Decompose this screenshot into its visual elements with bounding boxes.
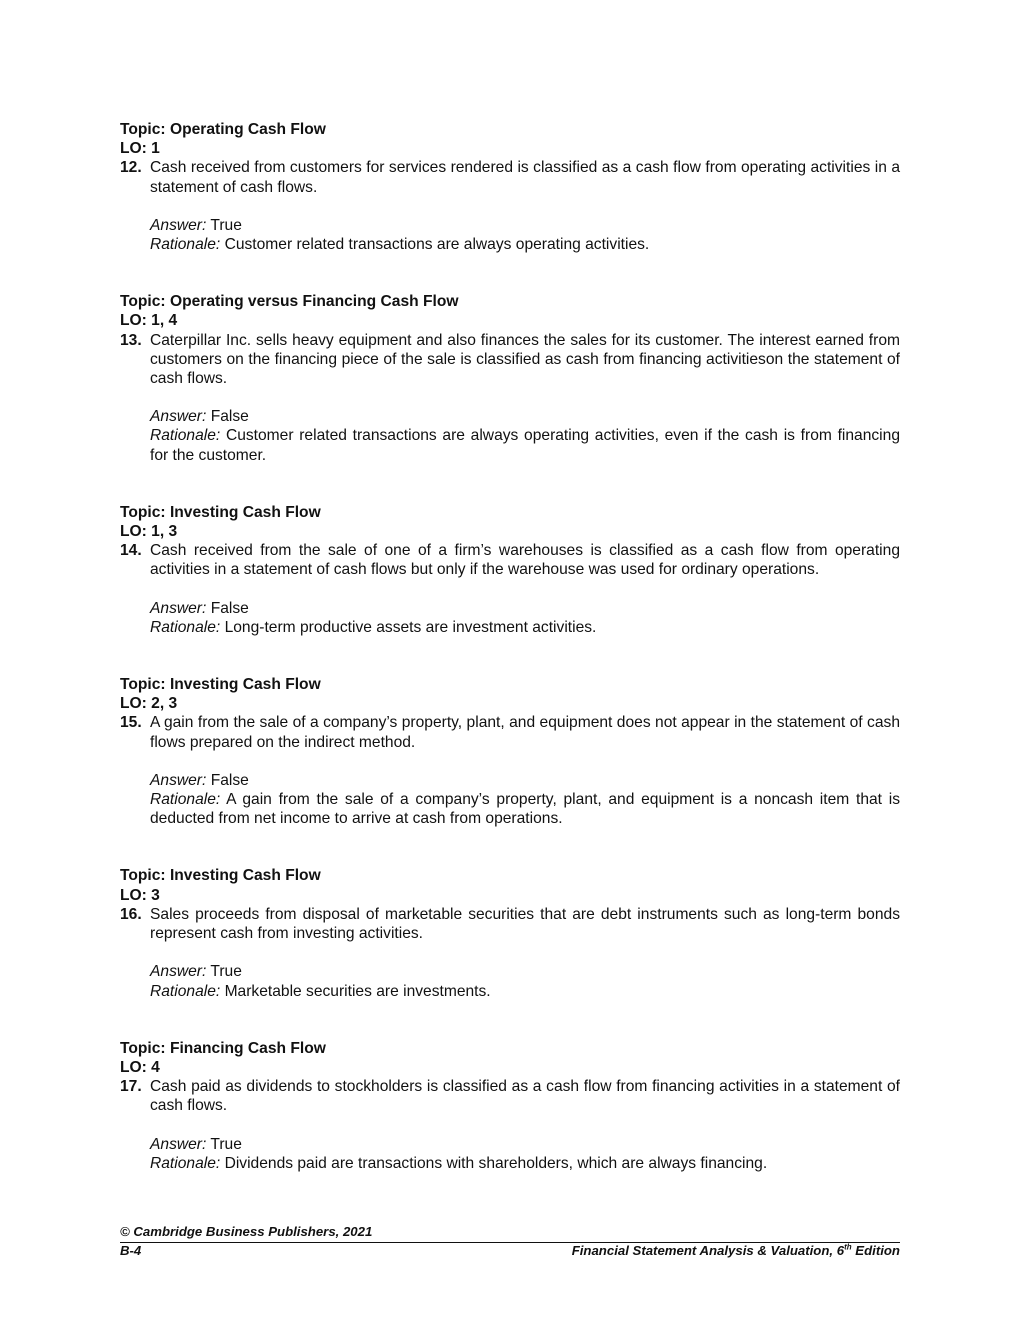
question-number: 14. [120,542,142,560]
answer-label: Answer: [150,599,207,617]
question-lo: LO: 1, 4 [120,312,178,330]
rationale-text: Customer related transactions are always operating activities, even if the cash is from financing for the customer. [150,427,900,464]
answer-value: True [210,1135,242,1153]
question-13 [120,292,900,465]
question-text: Sales proceeds from disposal of marketable securities that are debt instruments such as long-term bonds represent cash from investing activities. [150,905,900,943]
rationale-text: Long-term productive assets are investment activities. [224,618,597,636]
rationale-line [150,618,900,637]
question-row [120,331,900,389]
answer-line [150,599,900,618]
question-row [120,905,900,943]
footer-copyright: © Cambridge Business Publishers, 2021 [120,1224,373,1239]
footer-bottom-row [120,1243,900,1259]
footer-edition-word: Edition [851,1243,900,1258]
rationale-label: Rationale: [150,982,221,1000]
question-lo: LO: 4 [120,1058,160,1076]
answer-value: False [210,408,249,426]
answer-label: Answer: [150,771,207,789]
question-text: A gain from the sale of a company’s property, plant, and equipment does not appear in the statement of cash flows prepared on the indirect method. [150,714,900,751]
rationale-line [150,1154,900,1173]
answer-block [150,599,900,637]
question-row [120,541,900,579]
question-14 [120,503,900,637]
question-lo: LO: 3 [120,886,160,904]
rationale-text: Dividends paid are transactions with shareholders, which are always financing. [224,1154,768,1172]
question-16 [120,866,900,1000]
answer-label: Answer: [150,1135,207,1153]
question-row [120,1077,900,1115]
answer-block [150,1135,900,1173]
question-topic: Topic: Operating Cash Flow [120,121,326,138]
rationale-line [150,235,900,254]
question-text: Cash paid as dividends to stockholders is classified as a cash flow from financing activities in a statement of cash flows. [150,1078,900,1115]
answer-block [150,771,900,829]
question-topic: Topic: Financing Cash Flow [120,1039,326,1057]
rationale-line [150,426,900,464]
answer-block [150,962,900,1000]
question-text: Cash received from customers for services rendered is classified as a cash flow from operating activities in a statement of cash flows. [150,159,900,196]
answer-line [150,216,900,235]
page-footer [120,1224,900,1259]
rationale-label: Rationale: [150,618,221,636]
question-topic: Topic: Investing Cash Flow [120,676,321,694]
question-number: 12. [120,159,142,177]
question-text: Caterpillar Inc. sells heavy equipment and also finances the sales for its customer. The interest earned from customers on the financing piece of the sale is classified as cash from financing activitieson the statement of cash flows. [150,331,900,388]
question-number: 15. [120,714,142,732]
question-row [120,713,900,751]
footer-page-number: B-4 [120,1243,142,1258]
question-lo: LO: 1 [120,140,160,158]
question-12 [120,120,900,254]
question-lo: LO: 2, 3 [120,695,178,713]
answer-line [150,962,900,981]
footer-edition-superscript: th [844,1242,852,1252]
question-text: Cash received from the sale of one of a firm’s warehouses is classified as a cash flow from operating activities in a statement of cash flows but only if the warehouse was used for ordinary operations. [150,542,900,579]
answer-block [150,407,900,465]
answer-line [150,771,900,790]
question-15 [120,675,900,828]
question-number: 13. [120,331,142,349]
rationale-label: Rationale: [150,791,221,809]
rationale-label: Rationale: [150,1154,221,1172]
question-17 [120,1039,900,1173]
question-number: 16. [120,905,142,923]
rationale-text: Customer related transactions are always operating activities. [224,236,650,254]
question-list [120,120,900,1173]
footer-book-title [572,1243,900,1259]
footer-title-text: Financial Statement Analysis & Valuation, 6 [571,1243,845,1258]
question-topic: Topic: Investing Cash Flow [120,503,321,521]
rationale-line [150,982,900,1001]
question-row [120,158,900,196]
answer-value: True [210,963,242,981]
rationale-text: A gain from the sale of a company’s property, plant, and equipment is a noncash item that is deducted from net income to arrive at cash from operations. [150,791,900,828]
rationale-label: Rationale: [150,427,221,445]
question-topic: Topic: Investing Cash Flow [120,867,321,885]
question-lo: LO: 1, 3 [120,523,178,541]
question-topic: Topic: Operating versus Financing Cash Flow [120,293,459,311]
rationale-line [150,790,900,828]
answer-value: True [210,216,242,234]
rationale-text: Marketable securities are investments. [224,982,491,1000]
answer-label: Answer: [150,408,207,426]
rationale-label: Rationale: [150,236,221,254]
answer-line [150,407,900,426]
answer-value: False [210,599,249,617]
answer-line [150,1135,900,1154]
answer-label: Answer: [150,216,207,234]
answer-block [150,216,900,254]
answer-label: Answer: [150,963,207,981]
question-number: 17. [120,1078,142,1096]
answer-value: False [210,771,249,789]
